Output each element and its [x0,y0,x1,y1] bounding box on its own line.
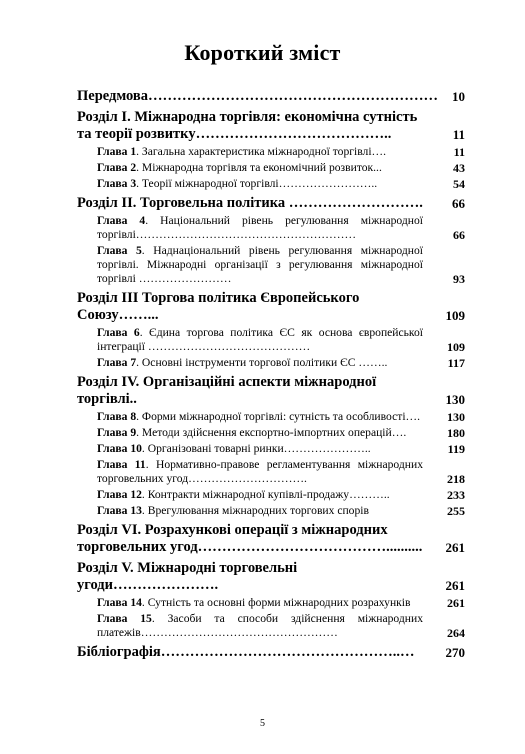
chapter-label: Глава 5 [97,244,142,257]
chapter-label: Глава 10 [97,442,142,455]
toc-section-entry [77,644,465,661]
toc-chapter-entry [77,458,465,486]
table-of-contents [77,88,465,661]
entry-title [77,109,423,143]
entry-title [97,145,423,159]
entry-title [97,326,423,354]
chapter-label: Глава 11 [97,458,146,471]
entry-title [77,560,423,594]
entry-title [77,522,423,556]
toc-chapter-entry [77,612,465,640]
entry-page-number: 66 [453,228,465,242]
toc-section-entry [77,290,465,324]
entry-text: . Методи здійснення експортно-імпортних операцій…. [136,426,407,439]
chapter-label: Глава 14 [97,596,142,609]
toc-chapter-entry [77,596,465,610]
entry-text: . Наднаціональний рівень регулювання міжнародної торгівлі. Міжнародні організації з регулювання міжнародної торгівлі …………………… [97,244,424,285]
toc-chapter-entry [77,214,465,242]
entry-page-number: 93 [453,272,465,286]
entry-title [97,488,423,502]
entry-page-number: 233 [447,488,465,502]
entry-text: Розділ ІІІ Торгова політика Європейського Союзу……... [77,290,360,323]
entry-page-number: 119 [447,442,465,456]
entry-title [77,88,439,105]
entry-text: Розділ V. Міжнародні торговельні угоди…………………. [77,560,298,593]
chapter-label: Глава 8 [97,410,137,423]
toc-section-entry [77,88,465,105]
entry-page-number: 261 [445,540,465,555]
entry-title [97,356,423,370]
toc-section-entry [77,195,465,212]
toc-chapter-entry [77,356,465,370]
entry-text: . Врегулювання міжнародних торгових спорів [141,504,369,517]
entry-page-number: 109 [447,340,465,354]
entry-page-number: 11 [452,127,465,142]
toc-chapter-entry [77,326,465,354]
chapter-label: Глава 7 [97,356,137,369]
chapter-label: Глава 4 [97,214,146,227]
entry-text: . Організовані товарні ринки………………….. [141,442,371,455]
entry-title [97,410,423,424]
entry-page-number: 255 [447,504,465,518]
chapter-label: Глава 12 [97,488,142,501]
toc-chapter-entry [77,177,465,191]
toc-section-entry [77,560,465,594]
entry-page-number: 261 [447,596,465,610]
entry-title [97,426,423,440]
entry-text: Розділ ІІ. Торговельна політика ………………………. [77,195,423,211]
toc-section-entry [77,109,465,143]
entry-text: . Основні інструменти торгової політики ЄС …….. [136,356,388,369]
entry-text: Розділ IV. Організаційні аспекти міжнародної торгівлі.. [77,374,377,407]
chapter-label: Глава 6 [97,326,140,339]
entry-title [97,458,423,486]
entry-page-number: 130 [445,392,465,407]
toc-chapter-entry [77,442,465,456]
entry-text: . Теорії міжнародної торгівлі…………………….. [136,177,378,190]
toc-section-entry [77,522,465,556]
entry-text: Розділ VI. Розрахункові операції з міжнародних торговельних угод………………………………….......... [77,522,423,555]
entry-title [97,504,423,518]
toc-chapter-entry [77,504,465,518]
page-number: 5 [260,718,265,729]
entry-text: . Засоби та способи здійснення міжнародних платежів…………………………………………… [97,612,423,639]
entry-title [77,290,423,324]
toc-chapter-entry [77,410,465,424]
entry-text: . Загальна характеристика міжнародної торгівлі…. [136,145,387,158]
toc-chapter-entry [77,161,465,175]
entry-text: Передмова…………………………………………………… [77,88,439,104]
entry-text: Розділ І. Міжнародна торгівля: економічна сутність та теорії розвитку………………………………….. [77,109,418,142]
chapter-label: Глава 1 [97,145,137,158]
entry-page-number: 264 [447,626,465,640]
chapter-label: Глава 9 [97,426,137,439]
entry-page-number: 130 [447,410,465,424]
entry-title [77,195,423,212]
entry-title [77,644,423,661]
entry-title [97,161,423,175]
entry-page-number: 66 [452,196,465,211]
entry-title [97,596,423,610]
chapter-label: Глава 2 [97,161,137,174]
entry-text: . Міжнародна торгівля та економічний розвиток... [136,161,382,174]
entry-title [97,442,423,456]
toc-section-entry [77,374,465,408]
entry-text: . Контракти міжнародної купівлі-продажу……….. [141,488,390,501]
toc-chapter-entry [77,145,465,159]
chapter-label: Глава 3 [97,177,137,190]
toc-chapter-entry [77,244,465,286]
entry-text: . Єдина торгова політика ЄС як основа європейської інтеграції …………………………………… [97,326,423,353]
entry-page-number: 43 [453,161,465,175]
entry-text: Бібліографія…………………………………………..… [77,644,415,660]
entry-page-number: 218 [447,472,465,486]
entry-page-number: 117 [447,356,465,370]
entry-page-number: 180 [447,426,465,440]
entry-text: . Сутність та основні форми міжнародних розрахунків [141,596,411,609]
entry-title [97,612,423,640]
entry-title [77,374,423,408]
toc-title: Короткий зміст [184,40,341,65]
entry-page-number: 270 [445,645,465,660]
entry-page-number: 109 [445,308,465,323]
chapter-label: Глава 15 [97,612,152,625]
entry-page-number: 261 [445,578,465,593]
entry-text: . Форми міжнародної торгівлі: сутність та особливості…. [136,410,421,423]
toc-chapter-entry [77,488,465,502]
entry-page-number: 54 [453,177,465,191]
entry-page-number: 10 [452,89,465,104]
entry-title [97,177,423,191]
chapter-label: Глава 13 [97,504,142,517]
entry-text: . Нормативно-правове регламентування міжнародних торговельних угод…………………………. [97,458,423,485]
entry-title [97,244,423,286]
entry-page-number: 11 [453,145,465,159]
toc-chapter-entry [77,426,465,440]
entry-title [97,214,423,242]
entry-text: . Національний рівень регулювання міжнародної торгівлі………………………………………………… [97,214,424,241]
